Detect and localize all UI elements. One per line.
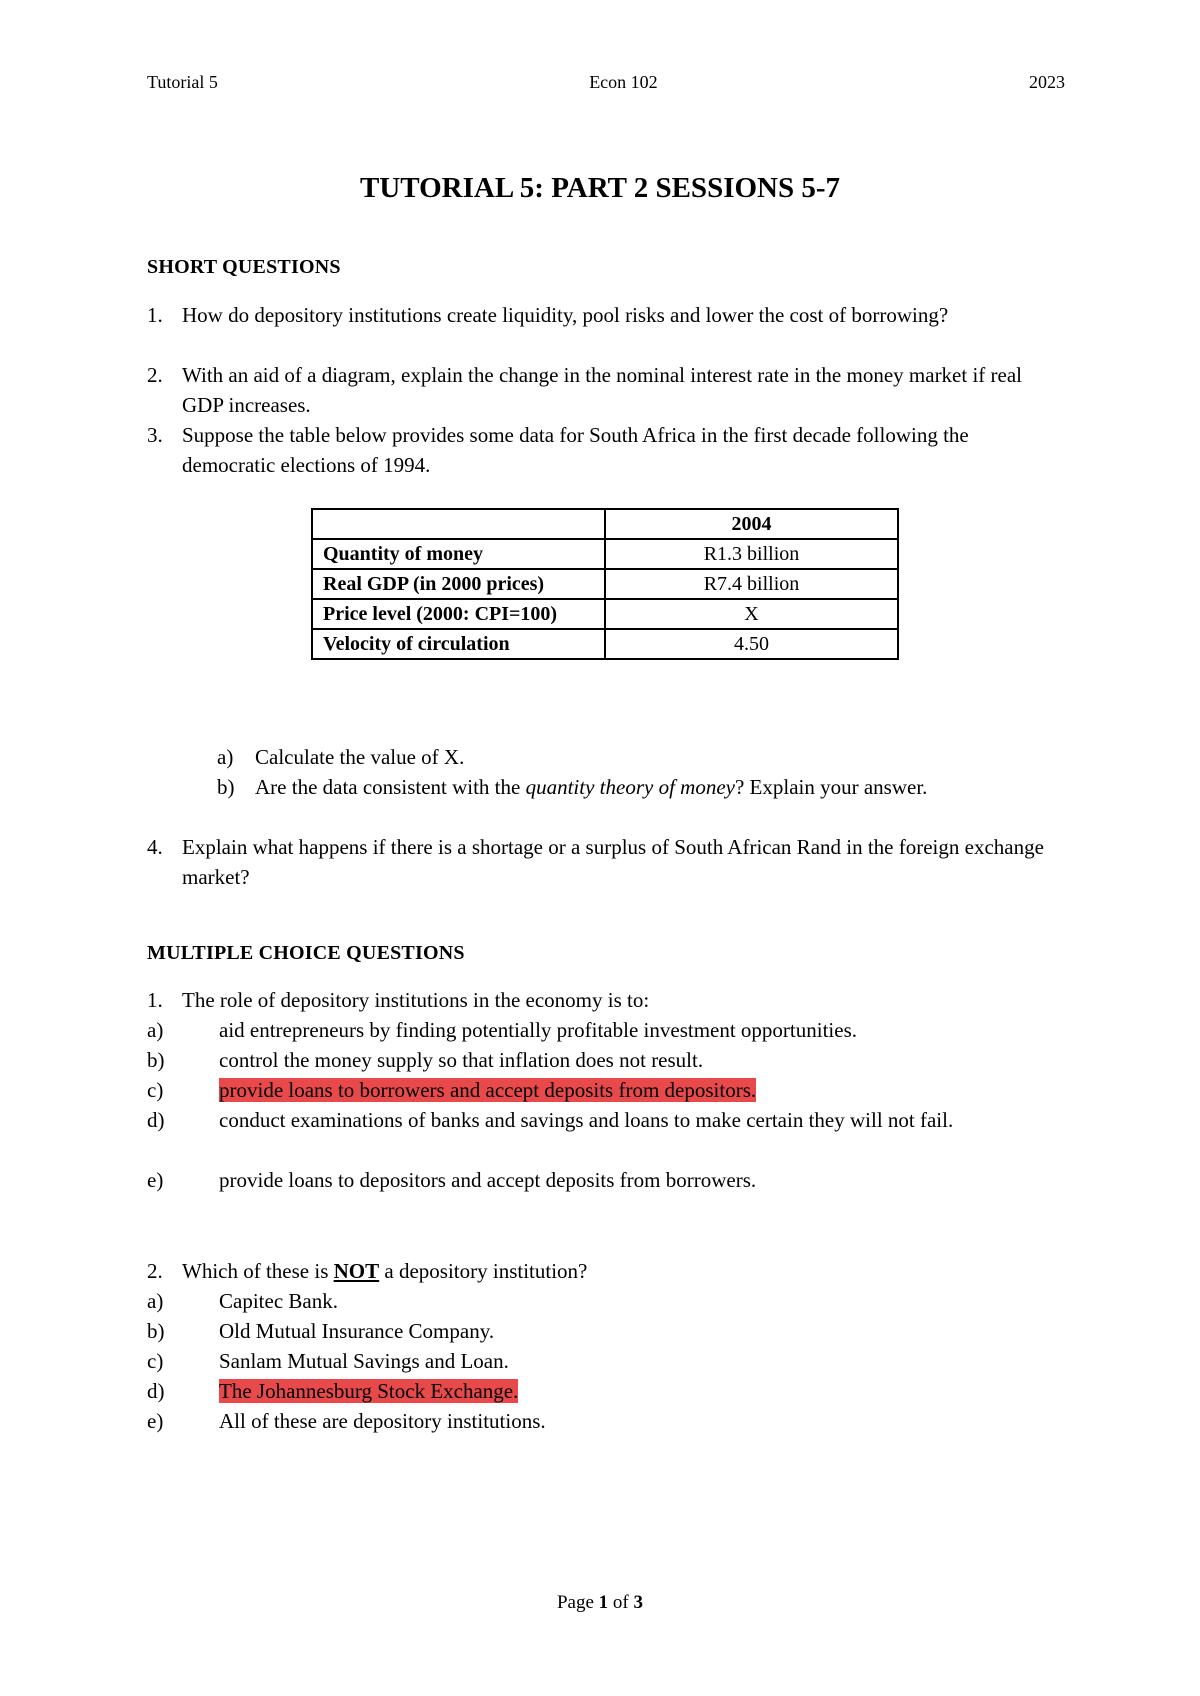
option-text: provide loans to depositors and accept deposits from borrowers.: [219, 1168, 757, 1192]
mc-option: [147, 1406, 1067, 1436]
question-text: Explain what happens if there is a shortage or a surplus of South African Rand in the foreign exchange market?: [182, 835, 1044, 889]
table-year-header: 2004: [605, 509, 898, 539]
mc-option: [147, 1346, 1067, 1376]
sub-question-text: [255, 772, 1067, 802]
total-pages-number: 3: [633, 1592, 643, 1613]
table-row-label: Price level (2000: CPI=100): [312, 599, 605, 629]
current-page-number: 1: [598, 1592, 609, 1613]
sub-question-letter: b): [217, 775, 235, 799]
table-header-row: [312, 509, 898, 539]
header-right: 2023: [1029, 72, 1065, 92]
question-text: Suppose the table below provides some data for South Africa in the first decade following the democratic elections of 1994.: [182, 423, 969, 477]
mc-option: [147, 1015, 1067, 1045]
question-text-before: Which of these is: [182, 1259, 334, 1283]
question-number: 3.: [147, 423, 163, 447]
table-row-value: 4.50: [605, 629, 898, 659]
mc-option-correct: [147, 1376, 1067, 1406]
table-row: [312, 599, 898, 629]
option-letter: d): [147, 1379, 165, 1403]
short-question-4: [147, 832, 1067, 892]
table-row-value: R1.3 billion: [605, 539, 898, 569]
option-text: aid entrepreneurs by finding potentially profitable investment opportunities.: [219, 1018, 858, 1042]
option-letter: b): [147, 1048, 165, 1072]
option-letter: c): [147, 1078, 164, 1102]
header-left: Tutorial 5: [147, 72, 218, 92]
table-row-value: X: [605, 599, 898, 629]
sub-question-text-after: ? Explain your answer.: [734, 775, 928, 799]
mc-question-1: [147, 985, 1067, 1015]
sub-question-text: Calculate the value of X.: [255, 745, 465, 769]
short-question-2: [147, 360, 1067, 420]
option-text-wrap: [219, 1075, 1067, 1105]
question-text: With an aid of a diagram, explain the change in the nominal interest rate in the money market if real GDP increases.: [182, 363, 1023, 417]
question-number: 4.: [147, 835, 163, 859]
option-letter: a): [147, 1018, 164, 1042]
question-text: The role of depository institutions in the economy is to:: [182, 988, 650, 1012]
short-question-3: [147, 420, 1067, 480]
question-number: 2.: [147, 1259, 163, 1283]
option-letter: b): [147, 1319, 165, 1343]
short-question-1: [147, 300, 1067, 330]
mc-option: [147, 1286, 1067, 1316]
question-text: [182, 1256, 1067, 1286]
short-question-3b: [147, 772, 1067, 802]
table-row-label: Velocity of circulation: [312, 629, 605, 659]
option-letter: e): [147, 1168, 164, 1192]
option-letter: c): [147, 1349, 164, 1373]
option-text: All of these are depository institutions.: [219, 1409, 546, 1433]
short-question-3a: [147, 742, 1067, 772]
option-letter: a): [147, 1289, 164, 1313]
table-row: [312, 539, 898, 569]
option-text: Sanlam Mutual Savings and Loan.: [219, 1349, 509, 1373]
table-row-value: R7.4 billion: [605, 569, 898, 599]
table-row-label: Quantity of money: [312, 539, 605, 569]
mc-question-2: [147, 1256, 1067, 1286]
question-number: 1.: [147, 988, 163, 1012]
option-letter: e): [147, 1409, 164, 1433]
option-text: control the money supply so that inflation does not result.: [219, 1048, 704, 1072]
highlighted-answer: The Johannesburg Stock Exchange.: [219, 1379, 519, 1403]
mc-option: [147, 1105, 1067, 1135]
mc-option: [147, 1316, 1067, 1346]
option-text: Capitec Bank.: [219, 1289, 338, 1313]
page-title: TUTORIAL 5: PART 2 SESSIONS 5-7: [359, 172, 841, 204]
option-letter: d): [147, 1108, 165, 1132]
page-header: [147, 72, 1065, 96]
mc-option: [147, 1165, 1067, 1195]
option-text-wrap: [219, 1376, 1067, 1406]
short-questions-heading: SHORT QUESTIONS: [147, 256, 341, 278]
page-of-label: of: [608, 1592, 634, 1613]
question-text: How do depository institutions create liquidity, pool risks and lower the cost of borrowing?: [182, 303, 949, 327]
page-label: Page: [556, 1592, 599, 1613]
mc-option: [147, 1045, 1067, 1075]
sub-question-letter: a): [217, 745, 234, 769]
option-text: Old Mutual Insurance Company.: [219, 1319, 495, 1343]
question-number: 2.: [147, 363, 163, 387]
header-center: Econ 102: [589, 72, 658, 92]
table-row: [312, 629, 898, 659]
table-corner-cell: [312, 509, 605, 539]
mc-option-correct: [147, 1075, 1067, 1105]
economic-data-table: [311, 508, 899, 660]
table-row: [312, 569, 898, 599]
quantity-theory-emphasis: quantity theory of money: [525, 775, 735, 799]
multiple-choice-heading: MULTIPLE CHOICE QUESTIONS: [147, 942, 465, 964]
sub-question-text-before: Are the data consistent with the: [255, 775, 526, 799]
option-text: conduct examinations of banks and savings and loans to make certain they will not fail.: [219, 1108, 954, 1132]
question-number: 1.: [147, 303, 163, 327]
highlighted-answer: provide loans to borrowers and accept deposits from depositors.: [219, 1078, 757, 1102]
not-emphasis: NOT: [333, 1259, 380, 1283]
page-footer: [0, 1592, 1200, 1614]
table-row-label: Real GDP (in 2000 prices): [312, 569, 605, 599]
question-text-after: a depository institution?: [379, 1259, 588, 1283]
